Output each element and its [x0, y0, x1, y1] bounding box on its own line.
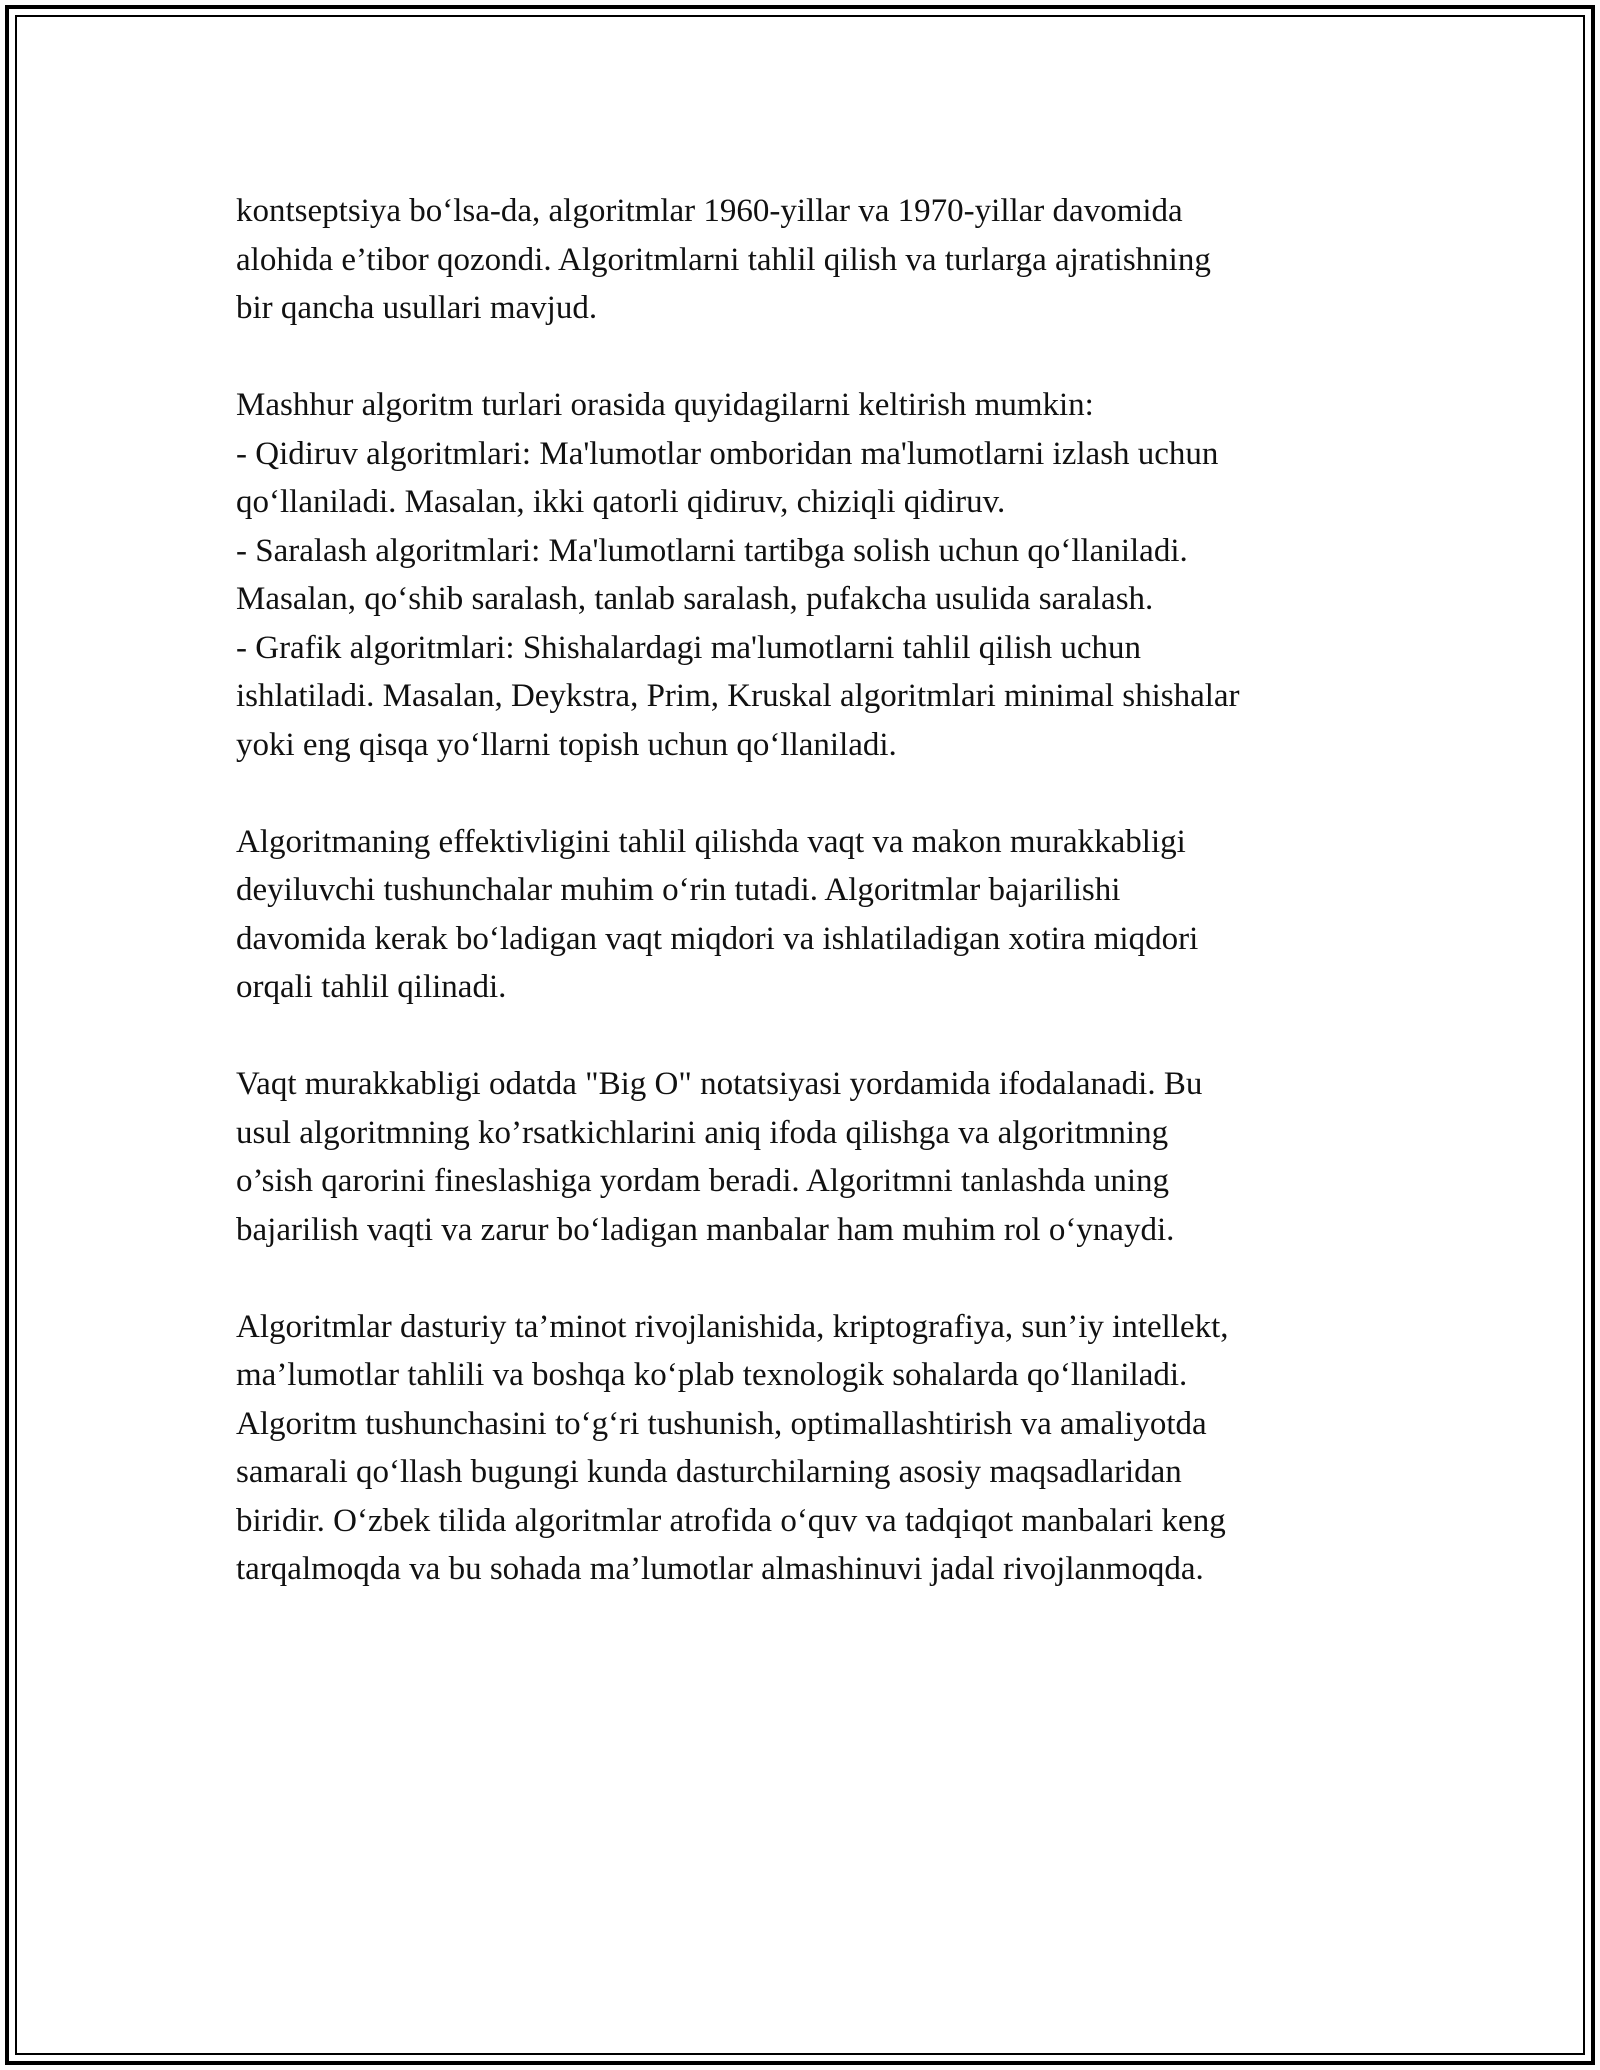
text-line: samarali qo‘llash bugungi kunda dasturchilarning asosiy maqsadlaridan — [236, 1454, 1182, 1490]
paragraph-algorithm-types — [236, 381, 1386, 769]
text-line: bajarilish vaqti va zarur bo‘ladigan manbalar ham muhim rol o‘ynaydi. — [236, 1211, 1175, 1248]
paragraph-complexity — [236, 818, 1386, 1012]
list-item-graph: - Grafik algoritmlari: Shishalardagi ma'lumotlarni tahlil qilish uchun — [236, 629, 1142, 666]
list-item-sorting: - Saralash algoritmlari: Ma'lumotlarni tartibga solish uchun qo‘llaniladi. — [236, 532, 1188, 569]
text-line: orqali tahlil qilinadi. — [236, 969, 507, 1005]
text-line: davomida kerak bo‘ladigan vaqt miqdori va ishlatiladigan xotira miqdori — [236, 920, 1199, 957]
text-line: usul algoritmning ko’rsatkichlarini aniq ifoda qilishga va algoritmning — [236, 1114, 1169, 1151]
text-line: biridir. O‘zbek tilida algoritmlar atrofida o‘quv va tadqiqot manbalari keng — [236, 1502, 1226, 1539]
text-line: kontseptsiya bo‘lsa-da, algoritmlar 1960-yillar va 1970-yillar davomida — [236, 193, 1183, 229]
text-line: yoki eng qisqa yo‘llarni topish uchun qo‘llaniladi. — [236, 726, 897, 763]
text-line: Algoritmaning effektivligini tahlil qilishda vaqt va makon murakkabligi — [236, 823, 1186, 860]
text-line: alohida e’tibor qozondi. Algoritmlarni tahlil qilish va turlarga ajratishning — [236, 241, 1211, 278]
text-line: Masalan, qo‘shib saralash, tanlab saralash, pufakcha usulida saralash. — [236, 581, 1154, 617]
text-line: o’sish qarorini fineslashiga yordam beradi. Algoritmni tanlashda uning — [236, 1163, 1169, 1199]
text-line: Mashhur algoritm turlari orasida quyidagilarni keltirish mumkin: — [236, 387, 1094, 423]
text-line: Algoritmlar dasturiy ta’minot rivojlanishida, kriptografiya, sun’iy intellekt, — [236, 1308, 1229, 1345]
paragraph-intro — [236, 187, 1386, 333]
text-line: ishlatiladi. Masalan, Deykstra, Prim, Kruskal algoritmlari minimal shishalar — [236, 678, 1240, 714]
document-body — [236, 187, 1386, 1642]
paragraph-applications — [236, 1303, 1386, 1594]
text-line: bir qancha usullari mavjud. — [236, 290, 598, 326]
text-line: Algoritm tushunchasini to‘g‘ri tushunish, optimallashtirish va amaliyotda — [236, 1405, 1207, 1442]
text-line: Vaqt murakkabligi odatda "Big O" notatsiyasi yordamida ifodalanadi. Bu — [236, 1066, 1203, 1102]
text-line: deyiluvchi tushunchalar muhim o‘rin tutadi. Algoritmlar bajarilishi — [236, 872, 1121, 908]
text-line: qo‘llaniladi. Masalan, ikki qatorli qidiruv, chiziqli qidiruv. — [236, 484, 1006, 520]
paragraph-big-o — [236, 1060, 1386, 1254]
text-line: tarqalmoqda va bu sohada ma’lumotlar almashinuvi jadal rivojlanmoqda. — [236, 1551, 1204, 1587]
text-line: ma’lumotlar tahlili va boshqa ko‘plab texnologik sohalarda qo‘llaniladi. — [236, 1357, 1188, 1393]
list-item-search: - Qidiruv algoritmlari: Ma'lumotlar omboridan ma'lumotlarni izlash uchun — [236, 435, 1219, 472]
